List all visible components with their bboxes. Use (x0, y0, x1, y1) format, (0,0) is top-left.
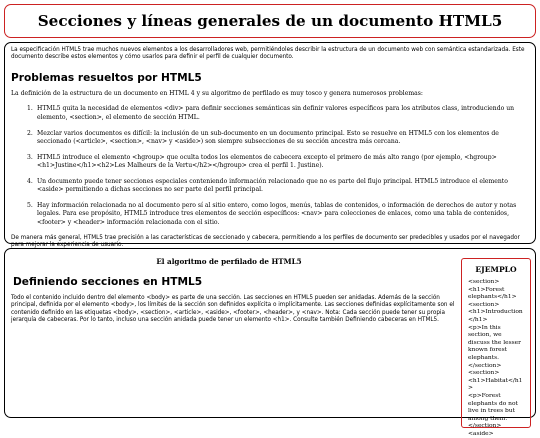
list-item-number: 1. (27, 105, 33, 113)
intro-lead: La especificación HTML5 trae muchos nuevos elementos a los desarrolladores web, permitiéndoles describir la estructura de un documento web con semántica estandarizada. Este documento describe estos elementos y cómo usarlos para definir el perfil de cualquier documento. (11, 47, 525, 61)
list-item-number: 2. (27, 129, 33, 137)
example-aside (461, 258, 531, 437)
list-item (27, 154, 529, 171)
page-title: Secciones y líneas generales de un documento HTML5 (37, 12, 503, 30)
list-item (27, 105, 529, 122)
list-item-text: HTML5 introduce el elemento <hgroup> que oculta todos los elementos de cabecera excepto el primero de más alto rango (por ejemplo, <hgroup><h1>Justine</h1><h2>Les Malheurs de la Vertu</h2></hgroup> crea el perfil 1. Justine). (37, 153, 497, 170)
code-line: <h1>Introduction</h1> (468, 309, 523, 323)
list-item-text: Un documento puede tener secciones especiales conteniendo información relacionado que no es parte del flujo principal. HTML5 introduce el elemento <aside> permitiendo a dichas secciones no ser parte del perfil principal. (37, 177, 508, 194)
list-item (27, 202, 529, 227)
list-item-text: Mezclar varios documentos es difícil: la inclusión de un sub-documento en un documento principal. Esto se resuelve en HTML5 con los elementos de seccionado (<article>, <section>, <nav> y <aside>) son siempre subsecciones de su sección ancestra más cercana. (37, 129, 499, 145)
code-line: <h1>Forest elephants</h1> (468, 286, 517, 301)
problems-heading: Problemas resueltos por HTML5 (11, 71, 202, 84)
intro-closing: De manera más general, HTML5 trae precisión a las características de seccionado y cabecera, permitiendo a los perfiles de documento ser predecibles y usados por el navegador para mejorar la experiencia de usuario. (11, 234, 520, 249)
list-item-text: Hay información relacionada no al documento pero sí al sitio entero, como logos, menús, tablas de contenidos, o información de derechos de autor y notas legales. Para ese propósito, HTML5 introduce tres elementos de sección específicos: <nav> para colecciones de enlaces, como una tabla de contenidos, <footer> y <header> información relacionada con el sitio. (37, 202, 517, 226)
list-item-text: HTML5 quita la necesidad de elementos <div> para definir secciones semánticas sin definir valores específicos para los atributos class, introduciendo un elemento, <section>, el elemento de sección HTML. (37, 105, 515, 121)
code-line: <section> (468, 279, 500, 285)
list-item (27, 178, 529, 195)
code-line: <section> (468, 370, 500, 377)
code-line: <p>Forest elephants do not live in trees but among them.</section> (468, 392, 518, 430)
article-section (4, 248, 536, 437)
problems-list (27, 105, 529, 227)
problems-paragraph: La definición de la estructura de un documento en HTML 4 y su algoritmo de perfilado es muy tosco y genera numerosos problemas: (11, 89, 423, 97)
intro-section (4, 42, 536, 249)
page-header (4, 4, 536, 38)
article-text: Todo el contenido incluido dentro del elemento <body> es parte de una sección. Las secciones en HTML5 pueden ser anidadas. Además de la sección principal, definida por el elemento <body>, los límites de la sección son definidos explícita o implícitamente. Las secciones definidas explícitamente son el contenido definido en las etiquetas <body>, <section>, <article>, <aside>, <footer>, <header>, y <nav>. Nota: Cada sección puede tener su propia jerarquía de cabeceras. Por lo tanto, incluso una sección anidada puede tener un elemento <h1>. Consulte también Definiendo cabeceras en HTML5. (11, 295, 455, 324)
example-title: EJEMPLO (475, 265, 517, 274)
code-line: <h1>Habitat</h1> (468, 377, 523, 392)
article-title: El algoritmo de perfilado de HTML5 (156, 257, 302, 266)
example-code (468, 279, 524, 438)
code-line: <aside> (468, 430, 494, 437)
list-item (27, 130, 529, 147)
list-item-number: 5. (27, 202, 33, 210)
code-line: <p>In this section, we discuss the lesser known forest elephants.</section> (468, 324, 521, 369)
article-heading: Definiendo secciones en HTML5 (13, 276, 203, 288)
list-item-number: 4. (27, 177, 33, 185)
code-line: <section> (468, 301, 500, 308)
list-item-number: 3. (27, 153, 33, 161)
